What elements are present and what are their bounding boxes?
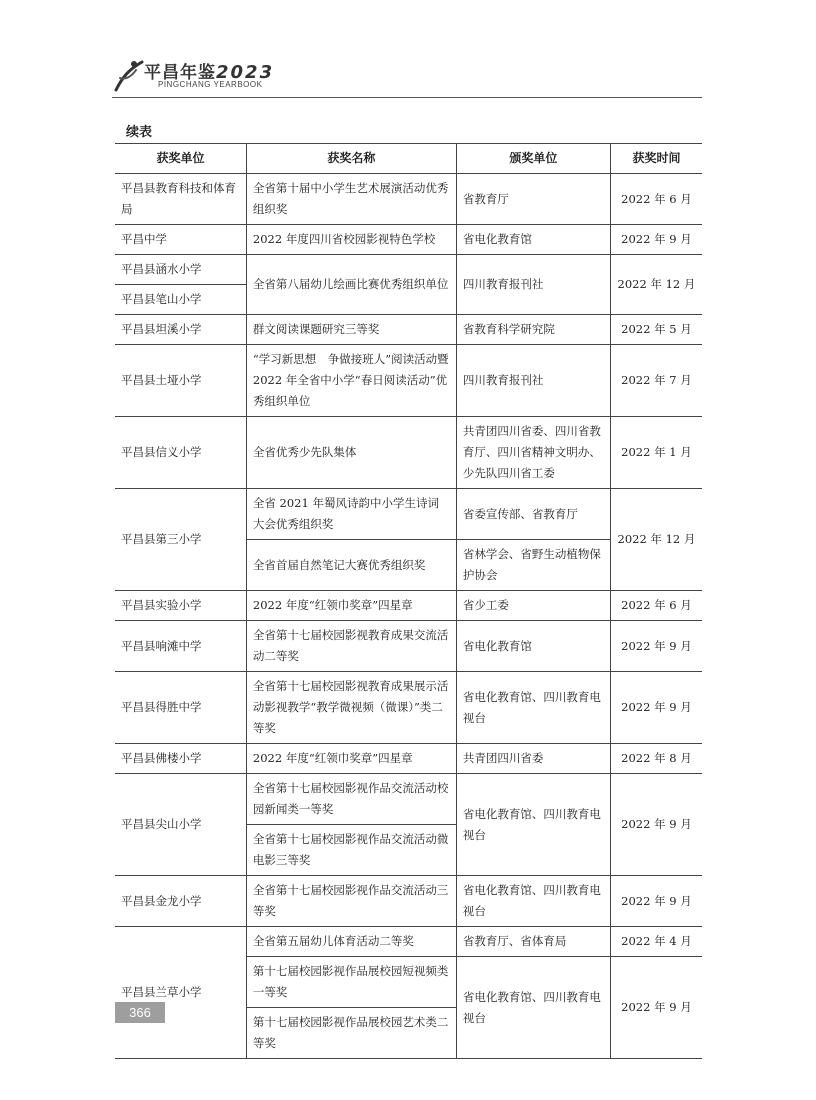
table-row — [115, 315, 702, 345]
issuer: 省电化教育馆、四川教育电视台 — [456, 672, 610, 744]
award-unit: 平昌县尖山小学 — [115, 774, 246, 876]
table-header-row — [115, 144, 702, 174]
table-row — [115, 345, 702, 417]
award-name: 全省第十七届校园影视教育成果展示活动影视教学“教学微视频（微课）”类二等奖 — [246, 672, 456, 744]
award-name: 全省第五届幼儿体育活动二等奖 — [246, 927, 456, 957]
award-date: 2022 年 9 月 — [610, 957, 702, 1059]
table-row — [115, 927, 702, 957]
yearbook-header — [112, 52, 702, 98]
award-unit: 平昌县佛楼小学 — [115, 744, 246, 774]
award-name: 全省 2021 年蜀风诗韵中小学生诗词大会优秀组织奖 — [246, 489, 456, 540]
issuer: 四川教育报刊社 — [456, 255, 610, 315]
award-name: 第十七届校园影视作品展校园短视频类一等奖 — [246, 957, 456, 1008]
issuer: 共青团四川省委、四川省教育厅、四川省精神文明办、少先队四川省工委 — [456, 417, 610, 489]
award-unit: 平昌县笔山小学 — [115, 285, 246, 315]
awards-table — [115, 143, 702, 1059]
award-name: 全省第八届幼儿绘画比赛优秀组织单位 — [246, 255, 456, 315]
award-date: 2022 年 9 月 — [610, 621, 702, 672]
award-name: 2022 年度“红领巾奖章”四星章 — [246, 591, 456, 621]
issuer: 省教育厅 — [456, 174, 610, 225]
award-name: 2022 年度“红领巾奖章”四星章 — [246, 744, 456, 774]
yearbook-title-cn: 平昌年鉴 — [144, 63, 216, 83]
award-date: 2022 年 6 月 — [610, 591, 702, 621]
award-date: 2022 年 8 月 — [610, 744, 702, 774]
issuer: 省电化教育馆、四川教育电视台 — [456, 957, 610, 1059]
header-issuer: 颁奖单位 — [456, 144, 610, 174]
award-date: 2022 年 12 月 — [610, 255, 702, 315]
award-unit: 平昌县金龙小学 — [115, 876, 246, 927]
award-name: 全省首届自然笔记大赛优秀组织奖 — [246, 540, 456, 591]
award-unit: 平昌县实验小学 — [115, 591, 246, 621]
award-date: 2022 年 5 月 — [610, 315, 702, 345]
award-name: “学习新思想 争做接班人”阅读活动暨2022 年全省中小学“春日阅读活动”优秀组织单位 — [246, 345, 456, 417]
award-unit: 平昌县得胜中学 — [115, 672, 246, 744]
award-date: 2022 年 9 月 — [610, 774, 702, 876]
page-number: 366 — [115, 1002, 165, 1023]
award-name: 2022 年度四川省校园影视特色学校 — [246, 225, 456, 255]
issuer: 省教育科学研究院 — [456, 315, 610, 345]
award-unit: 平昌县教育科技和体育局 — [115, 174, 246, 225]
table-row — [115, 621, 702, 672]
issuer: 四川教育报刊社 — [456, 345, 610, 417]
award-name: 全省第十七届校园影视作品交流活动校园新闻类一等奖 — [246, 774, 456, 825]
table-row — [115, 255, 702, 285]
issuer: 省教育厅、省体育局 — [456, 927, 610, 957]
award-unit: 平昌县坦溪小学 — [115, 315, 246, 345]
issuer: 省电化教育馆、四川教育电视台 — [456, 774, 610, 876]
header-award-unit: 获奖单位 — [115, 144, 246, 174]
award-name: 第十七届校园影视作品展校园艺术类二等奖 — [246, 1008, 456, 1059]
table-row — [115, 672, 702, 744]
issuer: 省电化教育馆、四川教育电视台 — [456, 876, 610, 927]
yearbook-logo-icon — [112, 56, 146, 96]
issuer: 省林学会、省野生动植物保护协会 — [456, 540, 610, 591]
award-name: 全省第十七届校园影视教育成果交流活动二等奖 — [246, 621, 456, 672]
award-name: 全省第十七届校园影视作品交流活动微电影三等奖 — [246, 825, 456, 876]
header-award-date: 获奖时间 — [610, 144, 702, 174]
award-date: 2022 年 9 月 — [610, 672, 702, 744]
award-date: 2022 年 9 月 — [610, 876, 702, 927]
table-row — [115, 225, 702, 255]
award-date: 2022 年 6 月 — [610, 174, 702, 225]
award-name: 群文阅读课题研究三等奖 — [246, 315, 456, 345]
table-row — [115, 417, 702, 489]
award-date: 2022 年 1 月 — [610, 417, 702, 489]
award-name: 全省优秀少先队集体 — [246, 417, 456, 489]
award-unit: 平昌县土垭小学 — [115, 345, 246, 417]
award-unit: 平昌县响滩中学 — [115, 621, 246, 672]
table-row — [115, 489, 702, 540]
yearbook-title-year: 2023 — [216, 62, 275, 83]
award-date: 2022 年 7 月 — [610, 345, 702, 417]
award-unit: 平昌县涵水小学 — [115, 255, 246, 285]
table-row — [115, 744, 702, 774]
award-date: 2022 年 9 月 — [610, 225, 702, 255]
issuer: 省委宣传部、省教育厅 — [456, 489, 610, 540]
award-date: 2022 年 12 月 — [610, 489, 702, 591]
yearbook-subtitle: PINGCHANG YEARBOOK — [158, 80, 263, 89]
award-unit: 平昌县信义小学 — [115, 417, 246, 489]
award-name: 全省第十七届校园影视作品交流活动三等奖 — [246, 876, 456, 927]
issuer: 省少工委 — [456, 591, 610, 621]
table-row — [115, 774, 702, 825]
award-unit: 平昌县兰草小学 — [115, 927, 246, 1059]
award-date: 2022 年 4 月 — [610, 927, 702, 957]
award-unit: 平昌中学 — [115, 225, 246, 255]
award-name: 全省第十届中小学生艺术展演活动优秀组织奖 — [246, 174, 456, 225]
table-row — [115, 174, 702, 225]
header-award-name: 获奖名称 — [246, 144, 456, 174]
header-divider — [112, 97, 702, 98]
table-row — [115, 591, 702, 621]
issuer: 省电化教育馆 — [456, 225, 610, 255]
award-unit: 平昌县第三小学 — [115, 489, 246, 591]
table-row — [115, 876, 702, 927]
continued-label: 续表 — [126, 125, 153, 140]
issuer: 共青团四川省委 — [456, 744, 610, 774]
issuer: 省电化教育馆 — [456, 621, 610, 672]
